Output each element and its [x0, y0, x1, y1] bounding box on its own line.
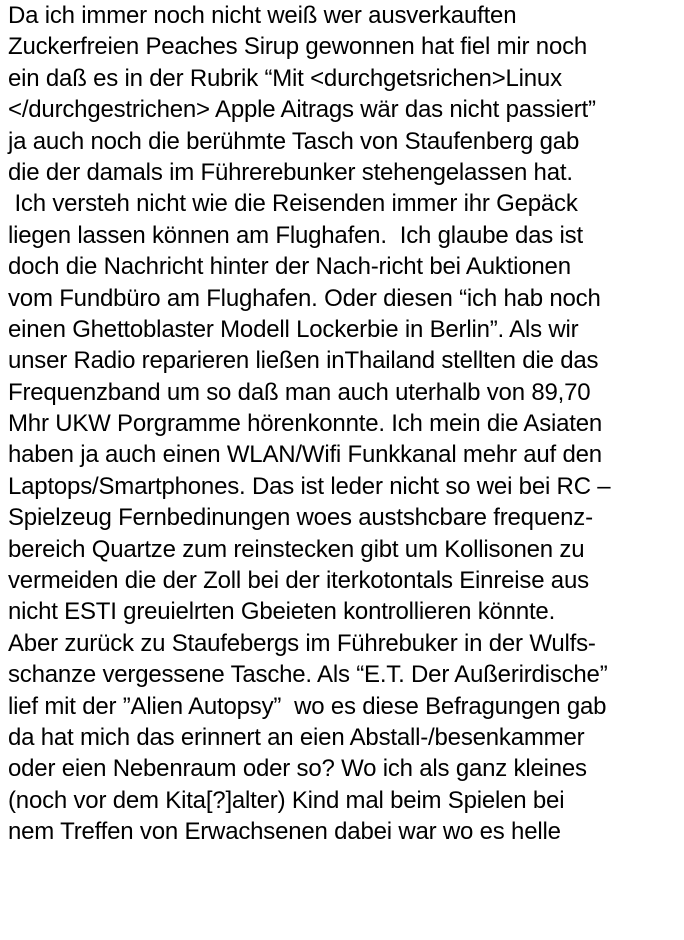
text-line-3: ein daß es in der Rubrik “Mit <durchgetsrichen>Linux: [8, 64, 562, 92]
text-line-17: Spielzeug Fernbedinungen woes austshcbare frequenz-: [8, 504, 593, 532]
text-line-5: ja auch noch die berühmte Tasch von Staufenberg gab: [8, 127, 580, 155]
text-line-9: doch die Nachricht hinter der Nach-richt bei Auktionen: [8, 253, 571, 281]
text-line-2: Zuckerfreien Peaches Sirup gewonnen hat fiel mir noch: [8, 33, 588, 61]
text-line-20: nicht ESTI greuielrten Gbeieten kontrollieren könnte.: [8, 598, 556, 626]
body-text: [8, 0, 684, 848]
text-line-11: einen Ghettoblaster Modell Lockerbie in Berlin”. Als wir: [8, 315, 579, 343]
text-line-6: die der damals im Führerebunker stehengelassen hat.: [8, 158, 573, 186]
text-line-4: </durchgestrichen> Apple Aitrags wär das nicht passiert”: [8, 96, 596, 124]
text-line-8: liegen lassen können am Flughafen. Ich glaube das ist: [8, 221, 583, 249]
text-line-15: haben ja auch einen WLAN/Wifi Funkkanal mehr auf den: [8, 441, 602, 469]
text-line-14: Mhr UKW Porgramme hörenkonnte. Ich mein die Asiaten: [8, 410, 603, 438]
text-line-22: schanze vergessene Tasche. Als “E.T. Der Außerirdische”: [8, 661, 608, 689]
text-line-12: unser Radio reparieren ließen inThailand stellten die das: [8, 347, 599, 375]
text-line-25: oder eien Nebenraum oder so? Wo ich als ganz kleines: [8, 755, 587, 783]
text-line-7: Ich versteh nicht wie die Reisenden immer ihr Gepäck: [8, 190, 578, 218]
text-line-19: vermeiden die der Zoll bei der iterkotontals Einreise aus: [8, 567, 589, 595]
text-line-26: (noch vor dem Kita[?]alter) Kind mal beim Spielen bei: [8, 786, 565, 814]
text-line-16: Laptops/Smartphones. Das ist leder nicht so wei bei RC –: [8, 472, 611, 500]
text-line-13: Frequenzband um so daß man auch uterhalb von 89,70: [8, 378, 591, 406]
text-line-24: da hat mich das erinnert an eien Abstall-/besenkammer: [8, 723, 585, 751]
text-line-23: lief mit der ”Alien Autopsy” wo es diese Befragungen gab: [8, 692, 607, 720]
text-line-27: nem Treffen von Erwachsenen dabei war wo es helle: [8, 818, 561, 846]
text-line-21: Aber zurück zu Staufebergs im Führebuker in der Wulfs-: [8, 629, 596, 657]
text-line-1: Da ich immer noch nicht weiß wer ausverkauften: [8, 2, 517, 29]
text-line-18: bereich Quartze zum reinstecken gibt um Kollisonen zu: [8, 535, 585, 563]
text-line-10: vom Fundbüro am Flughafen. Oder diesen “ich hab noch: [8, 284, 601, 312]
